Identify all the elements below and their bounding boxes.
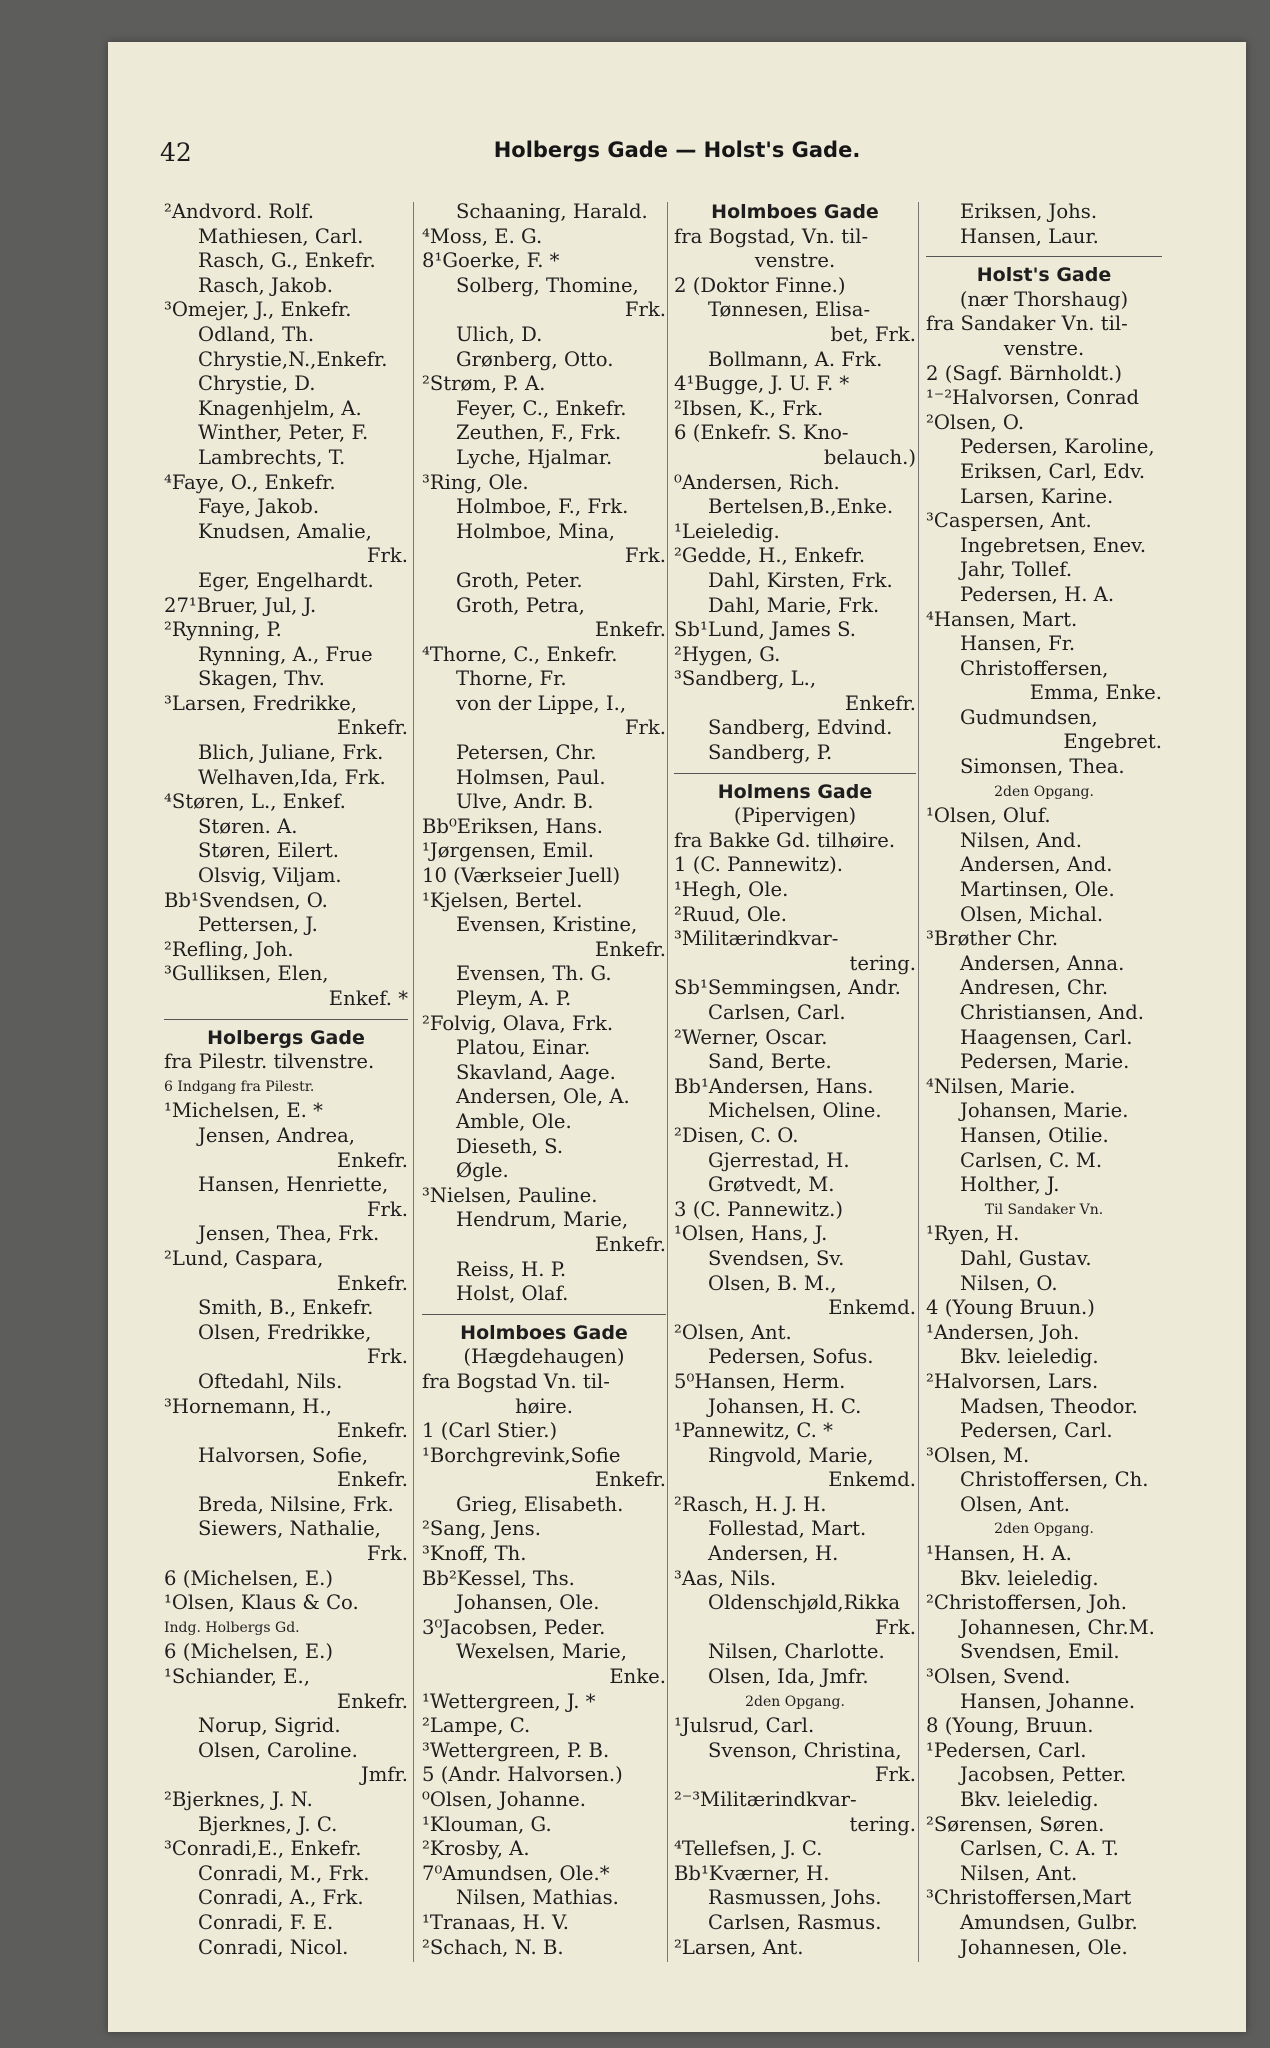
directory-line: ⁴Faye, O., Enkefr. xyxy=(164,470,336,494)
directory-line: Enkefr. xyxy=(336,1419,408,1443)
directory-line: (nær Thorshaug) xyxy=(959,287,1129,311)
street-heading: Holst's Gade xyxy=(976,264,1112,287)
directory-line: ⁴Støren, L., Enkef. xyxy=(164,790,346,814)
directory-line: ⁰Olsen, Johanne. xyxy=(422,1788,586,1811)
directory-line: 3 (C. Pannewitz.) xyxy=(674,1197,844,1221)
directory-line: Amble, Ole. xyxy=(456,1109,572,1133)
directory-line: Chrystie, D. xyxy=(198,372,316,396)
directory-line: ¹⁻²Halvorsen, Conrad xyxy=(926,386,1140,410)
directory-line: Andersen, Ole, A. xyxy=(456,1085,630,1109)
directory-line: Wexelsen, Marie, xyxy=(456,1640,627,1664)
directory-line: Enkefr. xyxy=(594,1468,666,1492)
directory-line: Frk. xyxy=(624,716,666,740)
running-title: Holbergs Gade — Holst's Gade. xyxy=(493,138,861,162)
directory-line: ⁴Nilsen, Marie. xyxy=(926,1074,1076,1098)
directory-line: Follestad, Mart. xyxy=(708,1517,867,1541)
directory-line: ³Knoff, Th. xyxy=(422,1542,527,1566)
directory-line: Feyer, C., Enkefr. xyxy=(456,396,627,420)
directory-line: Bkv. leieledig. xyxy=(960,1345,1099,1369)
directory-line: 3⁰Jacobsen, Peder. xyxy=(422,1615,606,1639)
directory-line: Bb¹Svendsen, O. xyxy=(164,888,328,912)
directory-line: Thorne, Fr. xyxy=(456,667,567,691)
directory-line: ²⁻³Militærindkvar- xyxy=(674,1788,857,1811)
directory-line: ⁴Thorne, C., Enkefr. xyxy=(422,642,618,666)
directory-line: Ringvold, Marie, xyxy=(708,1443,874,1467)
directory-line: Oftedahl, Nils. xyxy=(198,1369,343,1393)
directory-line: Holther, J. xyxy=(960,1173,1060,1197)
directory-line: Bb¹Andersen, Hans. xyxy=(674,1074,874,1098)
directory-line: ³Militærindkvar- xyxy=(674,927,839,951)
directory-line: Olsvig, Viljam. xyxy=(198,864,342,888)
directory-line: ²Olsen, Ant. xyxy=(674,1320,792,1344)
directory-line: Jahr, Tollef. xyxy=(960,558,1073,582)
directory-line: 8¹Goerke, F. * xyxy=(422,249,560,273)
directory-line: ⁴Hansen, Mart. xyxy=(926,607,1078,631)
directory-line: ⁴Moss, E. G. xyxy=(422,224,543,248)
directory-line: Enkef. * xyxy=(328,987,408,1010)
directory-line: Andresen, Chr. xyxy=(960,976,1109,1000)
directory-line: von der Lippe, I., xyxy=(456,691,627,715)
directory-line: ³Nielsen, Pauline. xyxy=(422,1183,598,1207)
directory-line: ²Olsen, O. xyxy=(926,410,1025,434)
directory-line: ³Wettergreen, P. B. xyxy=(422,1738,610,1762)
section-rule xyxy=(674,766,916,780)
directory-line: Hendrum, Marie, xyxy=(456,1208,629,1232)
directory-line: Gudmundsen, xyxy=(960,705,1098,729)
directory-line: Pedersen, Carl. xyxy=(960,1419,1113,1443)
directory-line: Frk. xyxy=(366,544,408,568)
directory-line: Haagensen, Carl. xyxy=(960,1025,1133,1049)
directory-line: Andersen, Anna. xyxy=(960,951,1125,975)
directory-line: Jensen, Andrea, xyxy=(198,1123,355,1147)
directory-line: ²Krosby, A. xyxy=(422,1837,530,1861)
directory-line: (Hægdehaugen) xyxy=(463,1345,625,1369)
directory-line: ²Folvig, Olava, Frk. xyxy=(422,1011,614,1035)
directory-line: Emma, Enke. xyxy=(1029,681,1162,705)
street-heading: Holmboes Gade xyxy=(460,1321,628,1344)
directory-line: tering. xyxy=(849,951,916,975)
directory-line: Johansen, H. C. xyxy=(708,1394,862,1418)
directory-line: Madsen, Theodor. xyxy=(960,1394,1138,1418)
directory-line: Lambrechts, T. xyxy=(198,445,346,469)
directory-line: Christoffersen, Ch. xyxy=(960,1468,1149,1492)
directory-line: Pedersen, Karoline, xyxy=(960,435,1155,459)
directory-line: ³Larsen, Fredrikke, xyxy=(164,691,357,715)
directory-line: ²Ruud, Ole. xyxy=(674,902,787,926)
directory-line: Frk. xyxy=(624,544,666,568)
directory-line: Solberg, Thomine, xyxy=(456,273,639,297)
directory-line: Bollmann, A. Frk. xyxy=(708,347,883,371)
directory-line: ²Christoffersen, Joh. xyxy=(926,1591,1127,1615)
column-1 xyxy=(164,200,408,1960)
directory-line: Engebret. xyxy=(1063,730,1162,754)
directory-line: Olsen, B. M., xyxy=(708,1271,837,1295)
directory-line: belauch.) xyxy=(823,445,916,469)
directory-line: ³Aas, Nils. xyxy=(674,1566,777,1590)
directory-line: Grønberg, Otto. xyxy=(456,347,614,371)
directory-line: ⁴Tellefsen, J. C. xyxy=(674,1837,823,1861)
directory-line: Bb²Kessel, Ths. xyxy=(422,1566,575,1590)
directory-line: Johannesen, Ole. xyxy=(960,1935,1128,1959)
directory-line: Bb⁰Eriksen, Hans. xyxy=(422,814,604,838)
directory-line: ¹Hegh, Ole. xyxy=(674,878,789,902)
directory-line: Andersen, H. xyxy=(708,1542,839,1566)
directory-line: Øgle. xyxy=(456,1159,509,1183)
directory-line: Støren, Eilert. xyxy=(198,839,340,863)
directory-line: ³Hornemann, H., xyxy=(164,1394,332,1418)
directory-line: Enkemd. xyxy=(828,1296,916,1320)
directory-line: ²Schach, N. B. xyxy=(422,1935,564,1959)
directory-line: Bjerknes, J. C. xyxy=(198,1812,338,1836)
directory-line: ¹Pedersen, Carl. xyxy=(926,1738,1087,1762)
directory-line: 5⁰Hansen, Herm. xyxy=(674,1369,846,1393)
directory-line: Pedersen, H. A. xyxy=(960,582,1115,606)
column-4 xyxy=(926,200,1162,1960)
directory-line: Pedersen, Sofus. xyxy=(708,1345,874,1369)
directory-line: Ulve, Andr. B. xyxy=(456,790,594,814)
directory-line: Siewers, Nathalie, xyxy=(198,1517,381,1541)
directory-line: ³Olsen, M. xyxy=(926,1443,1030,1467)
street-heading: Holbergs Gade xyxy=(207,1026,365,1049)
directory-line: ²Disen, C. O. xyxy=(674,1123,799,1147)
directory-line: Odland, Th. xyxy=(198,322,315,346)
directory-line: ³Christoffersen,Mart xyxy=(926,1886,1132,1910)
directory-line: Holmboe, Mina, xyxy=(456,519,615,543)
directory-line: Sand, Berte. xyxy=(708,1050,832,1074)
directory-line: fra Bakke Gd. tilhøire. xyxy=(674,828,896,852)
street-heading: Holmboes Gade xyxy=(711,201,879,223)
directory-line: Carlsen, Carl. xyxy=(708,1001,846,1024)
directory-line: Christoffersen, xyxy=(960,656,1109,680)
directory-line: ²Larsen, Ant. xyxy=(674,1935,804,1959)
directory-line: Dahl, Kirsten, Frk. xyxy=(708,568,893,592)
directory-line: Hansen, Henriette, xyxy=(198,1173,389,1197)
directory-line: Enkefr. xyxy=(336,1271,408,1295)
directory-line: Hansen, Otilie. xyxy=(960,1123,1109,1147)
directory-line: Conradi, F. E. xyxy=(198,1910,334,1934)
directory-line: Bertelsen,B.,Enke. xyxy=(708,495,894,519)
directory-line: Platou, Einar. xyxy=(456,1036,591,1060)
directory-line: ³Ring, Ole. xyxy=(422,470,529,494)
directory-line: Rasch, G., Enkefr. xyxy=(198,249,376,273)
directory-line: ¹Julsrud, Carl. xyxy=(674,1714,815,1738)
directory-line: Conradi, M., Frk. xyxy=(198,1861,370,1885)
directory-line: Enkefr. xyxy=(594,937,666,961)
directory-line: Norup, Sigrid. xyxy=(198,1714,341,1738)
directory-line: Olsen, Michal. xyxy=(960,902,1104,926)
street-heading: Holmens Gade xyxy=(717,780,873,803)
directory-line: Skavland, Aage. xyxy=(456,1060,616,1084)
directory-line: ¹Klouman, G. xyxy=(422,1812,552,1836)
directory-line: Faye, Jakob. xyxy=(198,495,320,519)
directory-line: ¹Andersen, Joh. xyxy=(926,1320,1080,1344)
directory-line: fra Pilestr. tilvenstre. xyxy=(164,1050,375,1074)
directory-line: Carlsen, C. M. xyxy=(960,1148,1103,1172)
directory-line: høire. xyxy=(515,1394,573,1418)
directory-line: fra Sandaker Vn. til- xyxy=(926,312,1128,336)
directory-line: Enkefr. xyxy=(594,1232,666,1256)
directory-line: Sandberg, Edvind. xyxy=(708,716,893,740)
section-rule xyxy=(164,1012,408,1026)
directory-line: 2den Opgang. xyxy=(994,783,1094,800)
directory-line: Frk. xyxy=(366,1542,408,1566)
directory-line: Frk. xyxy=(624,298,666,322)
directory-page xyxy=(108,42,1246,2032)
directory-line: Olsen, Fredrikke, xyxy=(198,1320,372,1344)
column-divider xyxy=(918,202,919,1962)
directory-line: Winther, Peter, F. xyxy=(198,421,369,445)
directory-line: ³Caspersen, Ant. xyxy=(926,509,1092,533)
directory-line: 4¹Bugge, J. U. F. * xyxy=(674,372,850,396)
directory-line: Jensen, Thea, Frk. xyxy=(198,1222,380,1246)
directory-line: 10 (Værkseier Juell) xyxy=(422,864,621,888)
directory-line: Enkemd. xyxy=(828,1468,916,1492)
directory-line: Schaaning, Harald. xyxy=(456,200,648,223)
directory-line: Olsen, Ant. xyxy=(960,1492,1070,1516)
directory-line: ¹Jørgensen, Emil. xyxy=(422,839,595,863)
directory-line: Mathiesen, Carl. xyxy=(198,224,364,248)
directory-line: Holmsen, Paul. xyxy=(456,765,606,789)
directory-line: Dieseth, S. xyxy=(456,1134,564,1158)
directory-line: Amundsen, Gulbr. xyxy=(960,1910,1138,1934)
directory-line: Bkv. leieledig. xyxy=(960,1566,1099,1590)
directory-line: ²Refling, Joh. xyxy=(164,937,294,961)
directory-line: ³Omejer, J., Enkefr. xyxy=(164,298,352,322)
directory-line: Carlsen, Rasmus. xyxy=(708,1910,882,1934)
directory-line: Frk. xyxy=(874,1763,916,1787)
directory-line: ¹Tranaas, H. V. xyxy=(422,1910,569,1934)
directory-line: ²Lampe, C. xyxy=(422,1714,531,1738)
directory-line: ²Ibsen, K., Frk. xyxy=(674,396,824,420)
section-rule xyxy=(422,1307,666,1321)
directory-line: Bkv. leieledig. xyxy=(960,1788,1099,1811)
directory-line: Enkefr. xyxy=(336,716,408,740)
directory-line: Conradi, A., Frk. xyxy=(198,1886,364,1910)
directory-line: ¹Wettergreen, J. * xyxy=(422,1689,596,1713)
directory-line: Enkefr. xyxy=(336,1468,408,1492)
directory-line: venstre. xyxy=(754,249,836,273)
directory-line: Enke. xyxy=(609,1665,666,1689)
directory-line: Svenson, Christina, xyxy=(708,1738,902,1762)
directory-line: Grieg, Elisabeth. xyxy=(456,1492,624,1516)
directory-line: ²Strøm, P. A. xyxy=(422,372,546,396)
directory-line: Oldenschjøld,Rikka xyxy=(708,1591,901,1615)
directory-line: 6 (Michelsen, E.) xyxy=(164,1566,334,1590)
directory-line: 6 (Michelsen, E.) xyxy=(164,1640,334,1664)
page-header xyxy=(108,138,1246,178)
directory-line: Frk. xyxy=(366,1345,408,1369)
directory-line: Enkefr. xyxy=(336,1148,408,1172)
directory-line: ²Lund, Caspara, xyxy=(164,1246,324,1270)
directory-line: ²Rynning, P. xyxy=(164,618,282,642)
directory-line: Conradi, Nicol. xyxy=(198,1935,349,1959)
directory-line: Knudsen, Amalie, xyxy=(198,519,372,543)
directory-line: Christiansen, And. xyxy=(960,1001,1145,1024)
directory-line: 27¹Bruer, Jul, J. xyxy=(164,593,317,617)
directory-line: Simonsen, Thea. xyxy=(960,755,1125,779)
directory-line: Nilsen, Ant. xyxy=(960,1861,1078,1885)
directory-line: Knagenhjelm, A. xyxy=(198,396,362,420)
directory-line: Hansen, Johanne. xyxy=(960,1689,1136,1713)
directory-line: 1 (Carl Stier.) xyxy=(422,1419,558,1443)
directory-line: Groth, Peter. xyxy=(456,568,583,592)
directory-line: Welhaven,Ida, Frk. xyxy=(198,765,386,789)
directory-line: Sandberg, P. xyxy=(708,741,833,765)
directory-line: (Pipervigen) xyxy=(733,804,857,828)
directory-line: ³Conradi,E., Enkefr. xyxy=(164,1837,362,1861)
directory-line: 1 (C. Pannewitz). xyxy=(674,853,844,877)
directory-line: Ingebretsen, Enev. xyxy=(960,533,1147,557)
directory-line: ¹Pannewitz, C. * xyxy=(674,1419,833,1443)
directory-line: ²Sørensen, Søren. xyxy=(926,1812,1105,1836)
directory-line: Carlsen, C. A. T. xyxy=(960,1837,1119,1861)
directory-line: Olsen, Caroline. xyxy=(198,1738,358,1762)
directory-line: Jmfr. xyxy=(360,1763,408,1787)
directory-line: ²Gedde, H., Enkefr. xyxy=(674,544,866,568)
directory-line: Evensen, Kristine, xyxy=(456,913,638,937)
directory-line: 2den Opgang. xyxy=(745,1693,845,1710)
page-number: 42 xyxy=(160,138,192,167)
directory-line: Nilsen, Mathias. xyxy=(456,1886,619,1910)
directory-line: ¹Leieledig. xyxy=(674,519,780,543)
directory-line: Gjerrestad, H. xyxy=(708,1148,850,1172)
directory-line: Holmboe, F., Frk. xyxy=(456,495,629,519)
directory-line: Blich, Juliane, Frk. xyxy=(198,741,384,765)
directory-line: Pleym, A. P. xyxy=(456,987,572,1010)
directory-line: ¹Kjelsen, Bertel. xyxy=(422,888,583,912)
directory-line: Nilsen, Charlotte. xyxy=(708,1640,885,1664)
directory-line: Evensen, Th. G. xyxy=(456,962,612,986)
directory-line: Larsen, Karine. xyxy=(960,484,1114,508)
directory-line: Johannesen, Chr.M. xyxy=(960,1615,1155,1639)
directory-line: ¹Borchgrevink,Sofie xyxy=(422,1443,621,1467)
directory-line: 4 (Young Bruun.) xyxy=(926,1296,1095,1320)
directory-line: Ulich, D. xyxy=(456,322,543,346)
directory-line: Bb¹Kværner, H. xyxy=(674,1861,830,1885)
directory-line: 2 (Doktor Finne.) xyxy=(674,273,846,297)
directory-line: 6 Indgang fra Pilestr. xyxy=(164,1078,315,1095)
directory-line: Skagen, Thv. xyxy=(198,667,325,691)
directory-line: ²Halvorsen, Lars. xyxy=(926,1369,1099,1393)
directory-line: Nilsen, O. xyxy=(960,1271,1058,1295)
directory-line: ¹Olsen, Klaus & Co. xyxy=(164,1591,359,1615)
directory-line: Til Sandaker Vn. xyxy=(984,1201,1104,1218)
directory-line: Eriksen, Johs. xyxy=(960,200,1098,223)
directory-line: ²Werner, Oscar. xyxy=(674,1025,828,1049)
directory-line: ²Rasch, H. J. H. xyxy=(674,1492,827,1516)
directory-line: ¹Hansen, H. A. xyxy=(926,1542,1072,1566)
directory-line: ³Olsen, Svend. xyxy=(926,1665,1071,1689)
directory-line: ³Sandberg, L., xyxy=(674,667,817,691)
directory-line: Breda, Nilsine, Frk. xyxy=(198,1492,394,1516)
directory-line: ²Hygen, G. xyxy=(674,642,781,666)
directory-line: ¹Ryen, H. xyxy=(926,1222,1020,1246)
directory-line: Michelsen, Oline. xyxy=(708,1099,882,1123)
directory-line: Chrystie,N.,Enkefr. xyxy=(198,347,388,371)
directory-line: Johansen, Ole. xyxy=(456,1591,600,1615)
directory-line: Johansen, Marie. xyxy=(960,1099,1129,1123)
directory-line: Reiss, H. P. xyxy=(456,1257,567,1281)
directory-line: fra Bogstad, Vn. til- xyxy=(674,224,869,248)
directory-line: bet, Frk. xyxy=(830,322,916,346)
directory-line: ⁰Andersen, Rich. xyxy=(674,470,840,494)
directory-line: ¹Schiander, E., xyxy=(164,1665,311,1689)
directory-line: 6 (Enkefr. S. Kno- xyxy=(674,421,849,445)
column-2 xyxy=(422,200,666,1960)
directory-line: Petersen, Chr. xyxy=(456,741,597,765)
directory-line: Jacobsen, Petter. xyxy=(960,1763,1127,1787)
directory-line: Rynning, A., Frue xyxy=(198,642,373,666)
directory-line: tering. xyxy=(849,1812,916,1836)
directory-line: Halvorsen, Sofie, xyxy=(198,1443,369,1467)
directory-line: 2den Opgang. xyxy=(994,1521,1094,1538)
directory-line: ²Sang, Jens. xyxy=(422,1517,541,1541)
directory-line: 5 (Andr. Halvorsen.) xyxy=(422,1763,623,1787)
directory-line: Sb¹Lund, James S. xyxy=(674,618,857,642)
directory-line: Enkefr. xyxy=(594,618,666,642)
directory-line: venstre. xyxy=(1003,336,1085,360)
directory-line: Frk. xyxy=(366,1197,408,1221)
directory-line: Hansen, Laur. xyxy=(960,224,1099,248)
directory-line: Eriksen, Carl, Edv. xyxy=(960,459,1146,483)
directory-line: 8 (Young, Bruun. xyxy=(926,1714,1094,1738)
section-rule xyxy=(926,249,1162,263)
directory-line: Svendsen, Emil. xyxy=(960,1640,1120,1664)
directory-line: ¹Olsen, Hans, J. xyxy=(674,1222,828,1246)
directory-line: Andersen, And. xyxy=(960,853,1113,877)
directory-line: Groth, Petra, xyxy=(456,593,585,617)
directory-line: Smith, B., Enkefr. xyxy=(198,1296,374,1320)
directory-line: Enkefr. xyxy=(336,1689,408,1713)
directory-line: Grøtvedt, M. xyxy=(708,1173,835,1197)
directory-line: ³Gulliksen, Elen, xyxy=(164,962,329,986)
directory-line: Enkefr. xyxy=(844,691,916,715)
directory-line: Støren. A. xyxy=(198,814,298,838)
column-divider xyxy=(667,202,668,1962)
directory-line: Rasch, Jakob. xyxy=(198,273,333,297)
directory-line: ²Andvord. Rolf. xyxy=(164,200,314,223)
directory-line: Pedersen, Marie. xyxy=(960,1050,1130,1074)
directory-line: ¹Michelsen, E. * xyxy=(164,1099,323,1123)
directory-line: Indg. Holbergs Gd. xyxy=(164,1619,300,1636)
directory-line: Martinsen, Ole. xyxy=(960,878,1115,902)
directory-line: Nilsen, And. xyxy=(960,828,1082,852)
directory-line: Hansen, Fr. xyxy=(960,632,1076,656)
column-divider xyxy=(413,202,414,1962)
column-3 xyxy=(674,200,916,1960)
directory-line: Rasmussen, Johs. xyxy=(708,1886,882,1910)
directory-line: Pettersen, J. xyxy=(198,913,318,937)
directory-line: Dahl, Marie, Frk. xyxy=(708,593,880,617)
directory-line: Lyche, Hjalmar. xyxy=(456,445,613,469)
directory-line: Dahl, Gustav. xyxy=(960,1246,1092,1270)
directory-line: Frk. xyxy=(874,1615,916,1639)
directory-line: Sb¹Semmingsen, Andr. xyxy=(674,976,901,1000)
directory-line: 2 (Sagf. Bärnholdt.) xyxy=(926,361,1123,385)
directory-line: Eger, Engelhardt. xyxy=(198,568,374,592)
directory-line: 7⁰Amundsen, Ole.* xyxy=(422,1861,610,1885)
directory-line: Holst, Olaf. xyxy=(456,1282,569,1306)
directory-line: Svendsen, Sv. xyxy=(708,1246,845,1270)
directory-line: Zeuthen, F., Frk. xyxy=(456,421,622,445)
directory-line: ³Brøther Chr. xyxy=(926,927,1059,951)
directory-line: Tønnesen, Elisa- xyxy=(708,298,871,322)
directory-line: Olsen, Ida, Jmfr. xyxy=(708,1665,869,1689)
directory-line: ¹Olsen, Oluf. xyxy=(926,804,1051,828)
directory-line: ²Bjerknes, J. N. xyxy=(164,1788,313,1811)
directory-line: fra Bogstad Vn. til- xyxy=(422,1369,610,1393)
